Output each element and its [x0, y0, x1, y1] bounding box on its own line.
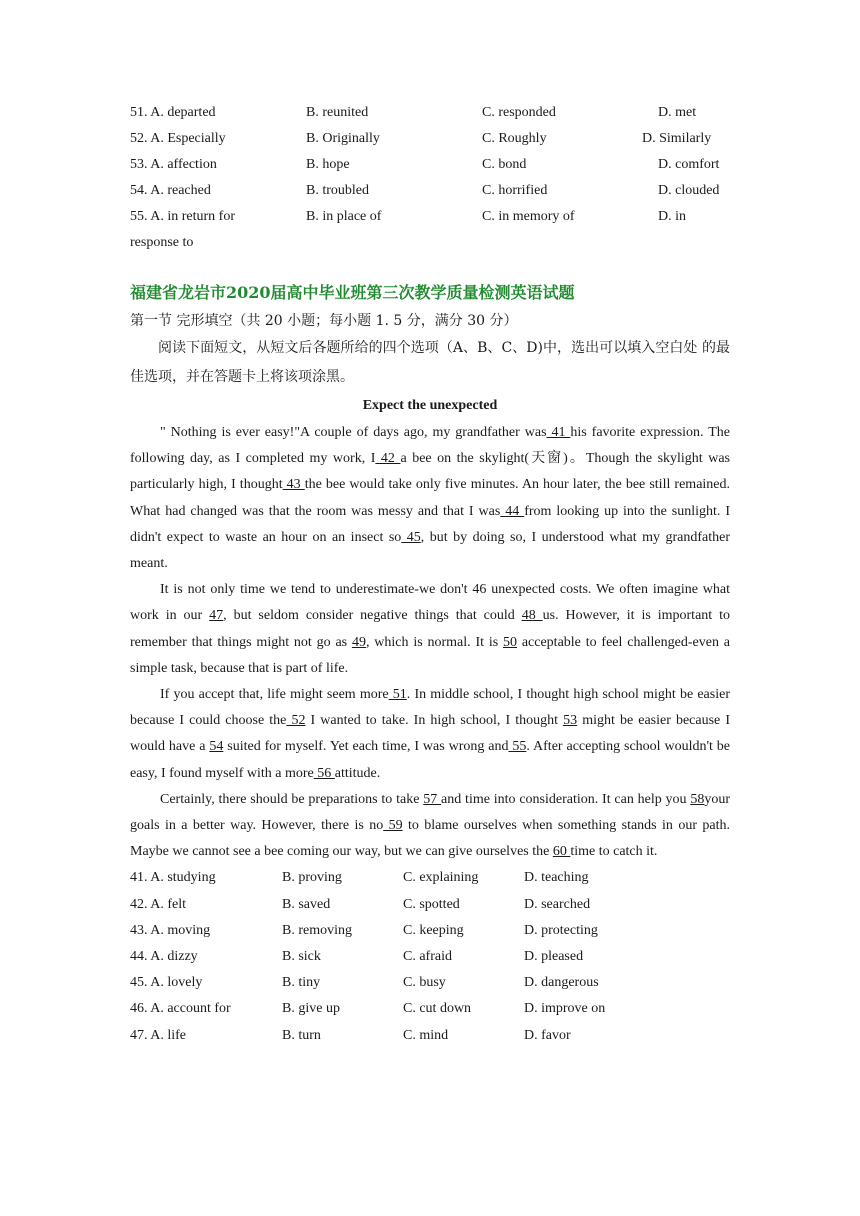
paragraph [130, 577, 730, 682]
paragraph-text: Certainly, there should be preparations to take [160, 791, 424, 807]
paragraph-text: us. However, it is important to remember that things might not go as [130, 608, 731, 650]
option-row [130, 126, 730, 152]
option-a: 54. A. reached [130, 183, 211, 198]
blank-number: 53 [563, 713, 578, 729]
paragraph-text: , which is normal. It is [365, 634, 503, 650]
previous-question-options [130, 100, 730, 230]
question-option-row [130, 1023, 730, 1049]
option-wrap-text: response to [130, 235, 194, 250]
option-a: 44. A. dizzy [130, 949, 198, 965]
option-a: 53. A. affection [130, 157, 217, 172]
option-d: D. protecting [524, 922, 598, 938]
passage-title: Expect the unexpected [362, 398, 498, 413]
question-option-row [130, 996, 730, 1022]
option-d: D. in [658, 209, 686, 224]
question-options [130, 865, 730, 1048]
option-d: D. pleased [524, 949, 584, 965]
paragraph [130, 682, 730, 787]
blank-number: 56 [313, 765, 335, 781]
option-c: C. explaining [403, 870, 479, 886]
question-option-row [130, 918, 730, 944]
blank-number: 47 [209, 608, 224, 624]
option-c: C. bond [482, 157, 527, 172]
paragraph-text: your goals in a better way. However, there is no [130, 791, 731, 834]
option-a: 51. A. departed [130, 105, 216, 120]
option-b: B. hope [306, 157, 350, 172]
paragraph-text: , but by doing so, I understood what my grandfather meant. [130, 529, 730, 572]
blank-number: 42 [375, 451, 401, 467]
option-c: C. keeping [403, 922, 464, 938]
section-title: 第一节 完形填空（共 20 小题；每小题 1. 5 分，满分 30 分） [130, 313, 518, 329]
question-option-row [130, 865, 730, 891]
option-b: B. saved [282, 896, 331, 912]
blank-number: 58 [690, 791, 705, 807]
blank-number: 55 [508, 739, 527, 755]
option-a: 46. A. account for [130, 1001, 231, 1017]
option-c: C. spotted [403, 896, 460, 912]
option-a: 55. A. in return for [130, 209, 235, 224]
paragraph-text: from looking up into the sunlight. I didn't expect to waste an hour on an insect so [130, 503, 731, 545]
blank-number: 57 [423, 791, 442, 807]
blank-number: 59 [383, 818, 403, 834]
option-a: 52. A. Especially [130, 131, 226, 146]
paragraph-text: to blame ourselves when something stands in our path. Maybe we cannot see a bee coming our way, but we can give ourselves the [130, 818, 730, 860]
blank-number: 48 [521, 608, 543, 624]
option-d: D. Similarly [642, 131, 712, 146]
option-c: C. cut down [403, 1001, 472, 1017]
paragraph-text: suited for myself. Yet each time, I was wrong and [223, 739, 509, 755]
blank-number: 51 [388, 687, 407, 703]
option-d: D. teaching [524, 870, 589, 886]
option-b: B. give up [282, 1001, 340, 1017]
paragraph-text: If you accept that, life might seem more [160, 687, 389, 703]
blank-number: 41 [546, 425, 571, 440]
option-a: 43. A. moving [130, 922, 211, 938]
option-a: 41. A. studying [130, 870, 216, 886]
paragraph-text: It is not only time we tend to underestimate-we don't 46 unexpected costs. We often imagine what work in our [130, 582, 730, 624]
paragraph-text: , but seldom consider negative things that could [223, 608, 522, 624]
option-c: C. Roughly [482, 131, 547, 146]
paragraph-text: I wanted to take. In high school, I thought [305, 713, 564, 729]
passage [130, 420, 730, 865]
paragraph [130, 787, 730, 866]
paragraph-text: . After accepting school wouldn't be easy, I found myself with a more [130, 739, 730, 781]
option-a: 45. A. lovely [130, 975, 203, 991]
option-c: C. responded [482, 105, 556, 120]
paragraph-text: time to catch it. [570, 844, 658, 860]
option-c: C. horrified [482, 183, 548, 198]
option-b: B. troubled [306, 183, 369, 198]
paragraph-text: acceptable to feel challenged-even a simple task, because that is part of life. [130, 634, 730, 676]
option-b: B. reunited [306, 105, 369, 120]
option-d: D. comfort [658, 157, 720, 172]
option-d: D. dangerous [524, 975, 599, 991]
paragraph [130, 420, 730, 577]
option-a: 42. A. felt [130, 896, 186, 912]
paragraph-text: might be easier because I would have a [130, 713, 730, 755]
exam-heading: 福建省龙岩市2020届高中毕业班第三次教学质量检测英语试题 [130, 283, 575, 302]
question-option-row [130, 970, 730, 996]
option-d: D. improve on [524, 1001, 606, 1017]
blank-number: 50 [503, 634, 517, 650]
option-b: B. removing [282, 922, 352, 938]
blank-number: 43 [282, 477, 305, 493]
option-b: B. proving [282, 870, 342, 886]
blank-number: 49 [351, 634, 366, 650]
option-b: B. Originally [306, 131, 380, 146]
instructions: 阅读下面短文，从短文后各题所给的四个选项（A、B、C、D)中，选出可以填入空白处 的最佳选项，并在答题卡上将该项涂黑。 [130, 340, 730, 385]
option-d: D. clouded [658, 183, 720, 198]
question-option-row [130, 892, 730, 918]
option-d: D. met [658, 105, 697, 120]
option-row [130, 100, 730, 126]
option-a: 47. A. life [130, 1027, 186, 1043]
option-b: B. in place of [306, 209, 382, 224]
paragraph-text: the bee would take only five minutes. An hour later, the bee still remained. What had changed was that the room was messy and that I was [130, 477, 731, 519]
blank-number: 44 [500, 503, 525, 519]
paragraph-text: and time into consideration. It can help you [441, 791, 691, 807]
option-c: C. busy [403, 975, 446, 991]
blank-number: 45 [401, 529, 421, 545]
option-d: D. searched [524, 896, 591, 912]
paragraph-text: his favorite expression. The following day, as I completed my work, I [130, 425, 730, 467]
option-c: C. mind [403, 1027, 449, 1043]
paragraph-text: a bee on the skylight(天窗)。Though the skylight was particularly high, I thought [130, 451, 730, 493]
option-b: B. tiny [282, 975, 321, 991]
blank-number: 54 [209, 739, 224, 755]
paragraph-text: attitude. [334, 765, 381, 781]
option-c: C. in memory of [482, 209, 575, 224]
question-option-row [130, 944, 730, 970]
option-c: C. afraid [403, 949, 452, 965]
option-b: B. turn [282, 1027, 321, 1043]
option-row [130, 204, 730, 230]
blank-number: 60 [552, 844, 571, 860]
document-page [130, 100, 730, 1049]
option-b: B. sick [282, 949, 321, 965]
blank-number: 52 [286, 713, 306, 729]
option-d: D. favor [524, 1027, 571, 1043]
paragraph-text: . In middle school, I thought high school might be easier because I could choose the [130, 687, 730, 729]
option-row [130, 178, 730, 204]
option-row [130, 152, 730, 178]
paragraph-text: " Nothing is ever easy!"A couple of days ago, my grandfather was [160, 425, 547, 440]
